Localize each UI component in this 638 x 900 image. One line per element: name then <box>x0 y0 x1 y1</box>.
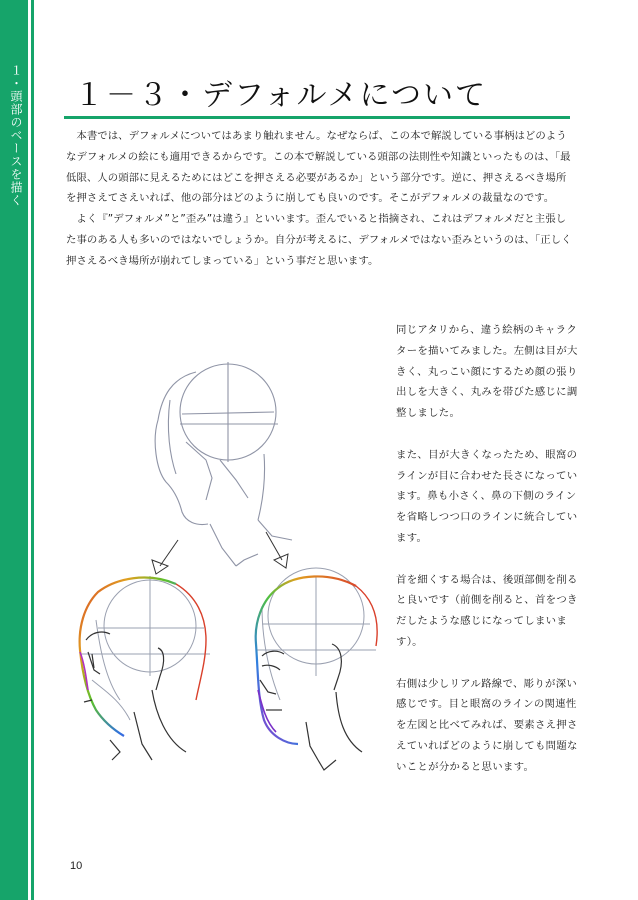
chapter-label: １・頭部のベースを描く <box>9 64 23 207</box>
page-number: 10 <box>70 860 83 872</box>
realistic-head-right <box>256 568 377 770</box>
intro-paragraph: 本書では、デフォルメについてはあまり触れません。なぜならば、この本で解説している事柄はどのようなデフォルメの絵にも適用できるからです。この本で解説している頭部の法則性や知識といったものは、「最低限、人の頭部に見えるためにはどこを押さえる必要があるか」という部分です。逆に、押さえるべき場所を押さえてさえいれば、他の部分はどのように崩しても良いのです。そこがデフォルメの裁量なのです。 <box>66 130 571 205</box>
base-head-sketch <box>155 362 292 566</box>
side-notes <box>396 320 582 778</box>
side-note-paragraph: 首を細くする場合は、後頭部側を削ると良いです（前側を削ると、首をつきだしたような感じになってしまいます）。 <box>396 573 578 648</box>
side-note-paragraph: また、目が大きくなったため、眼窩のラインが目に合わせた長さになっています。鼻も小さく、鼻の下側のラインを省略しつつ口のラインに統合しています。 <box>396 448 578 544</box>
side-note-paragraph: 同じアタリから、違う絵柄のキャラクターを描いてみました。左側は目が大きく、丸っこい顔にするため顔の張り出しを大きく、丸みを帯びた感じに調整しました。 <box>396 324 578 420</box>
page-title: １－３・デフォルメについて <box>74 78 487 113</box>
arrow-to-left-icon <box>152 540 178 574</box>
intro-paragraph: よく『”デフォルメ”と”歪み”は違う』といいます。歪んでいると指摘され、これはデフォルメだと主張した事のある人も多いのではないでしょうか。自分が考えるに、デフォルメではない歪みというのは、「正しく押さえるべき場所が崩れてしまっている」という事だと思います。 <box>66 213 572 267</box>
side-note-paragraph: 右側は少しリアル路線で、彫りが深い感じです。目と眼窩のラインの関連性を左図と比べてみれば、要素さえ押さえていればどのように崩しても問題ないことが分かると思います。 <box>396 677 578 773</box>
deformed-head-left <box>80 576 210 760</box>
